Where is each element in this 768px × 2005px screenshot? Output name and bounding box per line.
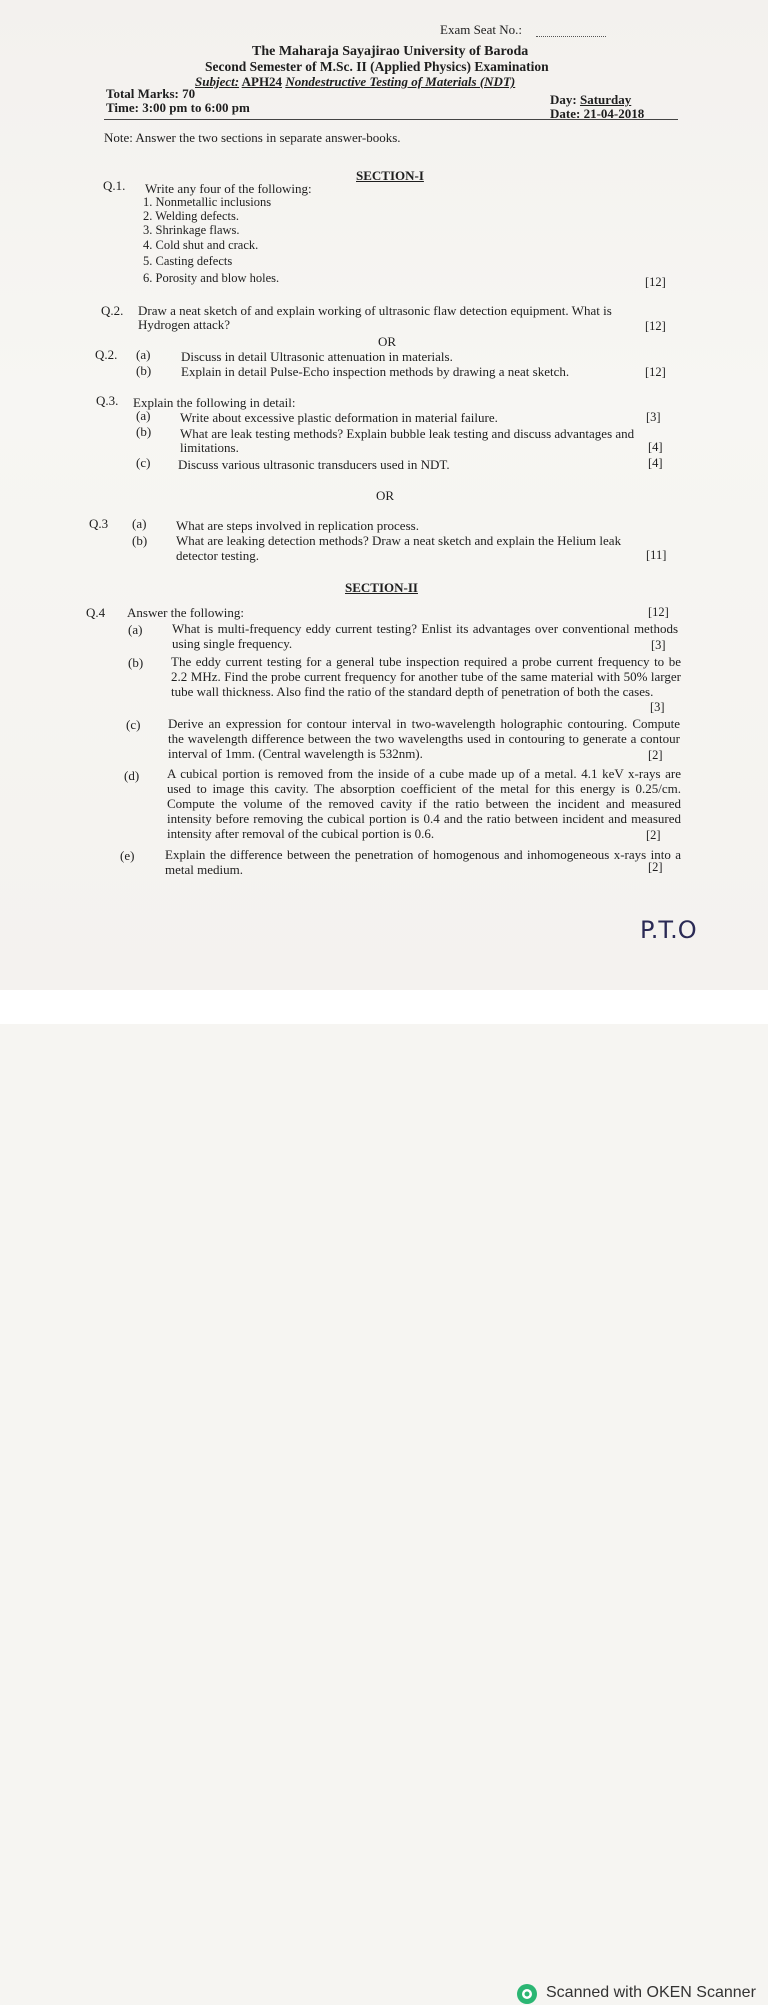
q4-e-label: (e) (120, 848, 135, 863)
q2alt-number: Q.2. (95, 347, 118, 362)
note: Note: Answer the two sections in separate answer-books. (104, 130, 401, 145)
seat-line (536, 36, 606, 37)
or-divider-1: OR (378, 334, 397, 349)
q4-number: Q.4 (86, 605, 106, 620)
q1-item: 6. Porosity and blow holes. (143, 271, 280, 285)
q4-e-text: Explain the difference between the penetration of homogenous and inhomogeneous x-rays into a metal medium. (165, 847, 681, 877)
q2alt-b-text: Explain in detail Pulse-Echo inspection methods by drawing a neat sketch. (181, 364, 570, 379)
q3alt-number: Q.3 (89, 516, 109, 531)
day-label: Day: (550, 92, 577, 107)
q3-c-label: (c) (136, 455, 151, 470)
q4-a-text: What is multi-frequency eddy current testing? Enlist its advantages over conventional methods using single frequency. (172, 621, 678, 651)
subject-code: APH24 (241, 74, 283, 89)
q4-e-marks: [2] (648, 860, 663, 874)
q3-c-marks: [4] (648, 456, 663, 470)
q4-b-text: The eddy current testing for a general tube inspection required a probe current frequency to be 2.2 MHz. Find the probe current frequency for another tube of the same material with 50% larger tube wall thickness. Also find the ratio of the standard depth of penetration of both the cases. (171, 654, 681, 699)
seat-label: Exam Seat No.: (440, 22, 522, 37)
q1-text: Write any four of the following: (145, 181, 312, 196)
q4-a-marks: [3] (651, 638, 666, 652)
q4-text: Answer the following: (127, 605, 244, 620)
q3-c-text: Discuss various ultrasonic transducers used in NDT. (178, 457, 450, 472)
or-divider-2: OR (376, 488, 395, 503)
q4-d-text: A cubical portion is removed from the inside of a cube made up of a metal. 4.1 keV x-rays are used to image this cavity. The absorption coefficient of the metal for this energy is 0.25/cm. Compute the volume of the removed cavity if the ratio between the incident and measured intensity before removing the cubical portion is 0.4 and the ratio between incident and measured intensity after removal of the cubical portion is 0.6. (167, 766, 681, 841)
q2-marks: [12] (645, 319, 666, 333)
q2alt-a-text: Discuss in detail Ultrasonic attenuation in materials. (181, 349, 453, 364)
q3-b-text-line2: limitations. (180, 440, 239, 455)
q3alt-a-label: (a) (132, 516, 147, 531)
q4-d-label: (d) (124, 768, 140, 783)
date-label: Date: (550, 106, 581, 121)
day-value: Saturday (579, 92, 632, 107)
q1-item: 2. Welding defects. (143, 209, 239, 223)
q1-number: Q.1. (103, 178, 126, 193)
q4-a-label: (a) (128, 622, 143, 637)
q3-text: Explain the following in detail: (133, 395, 296, 410)
q2alt-b-label: (b) (136, 363, 152, 378)
date-value: 21-04-2018 (583, 106, 645, 121)
exam-time: Time: 3:00 pm to 6:00 pm (106, 100, 250, 115)
oken-scanner-logo-icon (516, 1983, 538, 2005)
q4-d-marks: [2] (646, 828, 661, 842)
q1-item: 5. Casting defects (143, 254, 233, 268)
q4-b-label: (b) (128, 655, 144, 670)
q4-c-label: (c) (126, 717, 141, 732)
semester-line: Second Semester of M.Sc. II (Applied Physics) Examination (205, 59, 549, 74)
q3-a-marks: [3] (646, 410, 661, 424)
q2-number: Q.2. (101, 303, 124, 318)
scanner-text: Scanned with OKEN Scanner (546, 1984, 756, 2001)
q1-item: 1. Nonmetallic inclusions (143, 195, 272, 209)
subject-label: Subject: (195, 74, 240, 89)
q4-b-marks: [3] (650, 700, 665, 714)
university-name: The Maharaja Sayajirao University of Baroda (252, 44, 529, 59)
section1-title: SECTION-I (356, 168, 424, 183)
q3-a-text: Write about excessive plastic deformation in material failure. (180, 410, 498, 425)
exam-paper (0, 0, 768, 990)
q1-marks: [12] (645, 275, 666, 289)
section2-title: SECTION-II (345, 580, 418, 595)
q4-c-marks: [2] (648, 748, 663, 762)
subject-name: Nondestructive Testing of Materials (NDT) (285, 74, 516, 89)
q3alt-marks: [11] (646, 548, 667, 562)
q3alt-b-label: (b) (132, 533, 148, 548)
q2alt-a-label: (a) (136, 347, 151, 362)
total-marks: Total Marks: 70 (106, 86, 196, 101)
q2alt-marks: [12] (645, 365, 666, 379)
pto-mark: P.T.O (640, 916, 697, 944)
q3alt-a-text: What are steps involved in replication process. (176, 518, 419, 533)
q4-marks: [12] (648, 605, 669, 619)
q1-item: 3. Shrinkage flaws. (143, 223, 240, 237)
header-rule (104, 119, 678, 120)
q2-text-line1: Draw a neat sketch of and explain working of ultrasonic flaw detection equipment. What is (138, 303, 612, 318)
q3-number: Q.3. (96, 393, 119, 408)
q3-b-label: (b) (136, 424, 152, 439)
q1-item: 4. Cold shut and crack. (143, 238, 259, 252)
q3alt-b-text-line1: What are leaking detection methods? Draw a neat sketch and explain the Helium leak (176, 533, 622, 548)
q3-b-marks: [4] (648, 440, 663, 454)
q4-c-text: Derive an expression for contour interval in two-wavelength holographic contouring. Compute the wavelength difference between the two wavelengths used in contouring to generate a contour interval of 1mm. (Central wavelength is 532nm). (168, 716, 680, 761)
q3-b-text-line1: What are leak testing methods? Explain bubble leak testing and discuss advantages and (180, 426, 635, 441)
q3alt-b-text-line2: detector testing. (176, 548, 260, 563)
q2-text-line2: Hydrogen attack? (138, 317, 231, 332)
q3-a-label: (a) (136, 408, 151, 423)
scanner-footer (0, 990, 768, 2001)
